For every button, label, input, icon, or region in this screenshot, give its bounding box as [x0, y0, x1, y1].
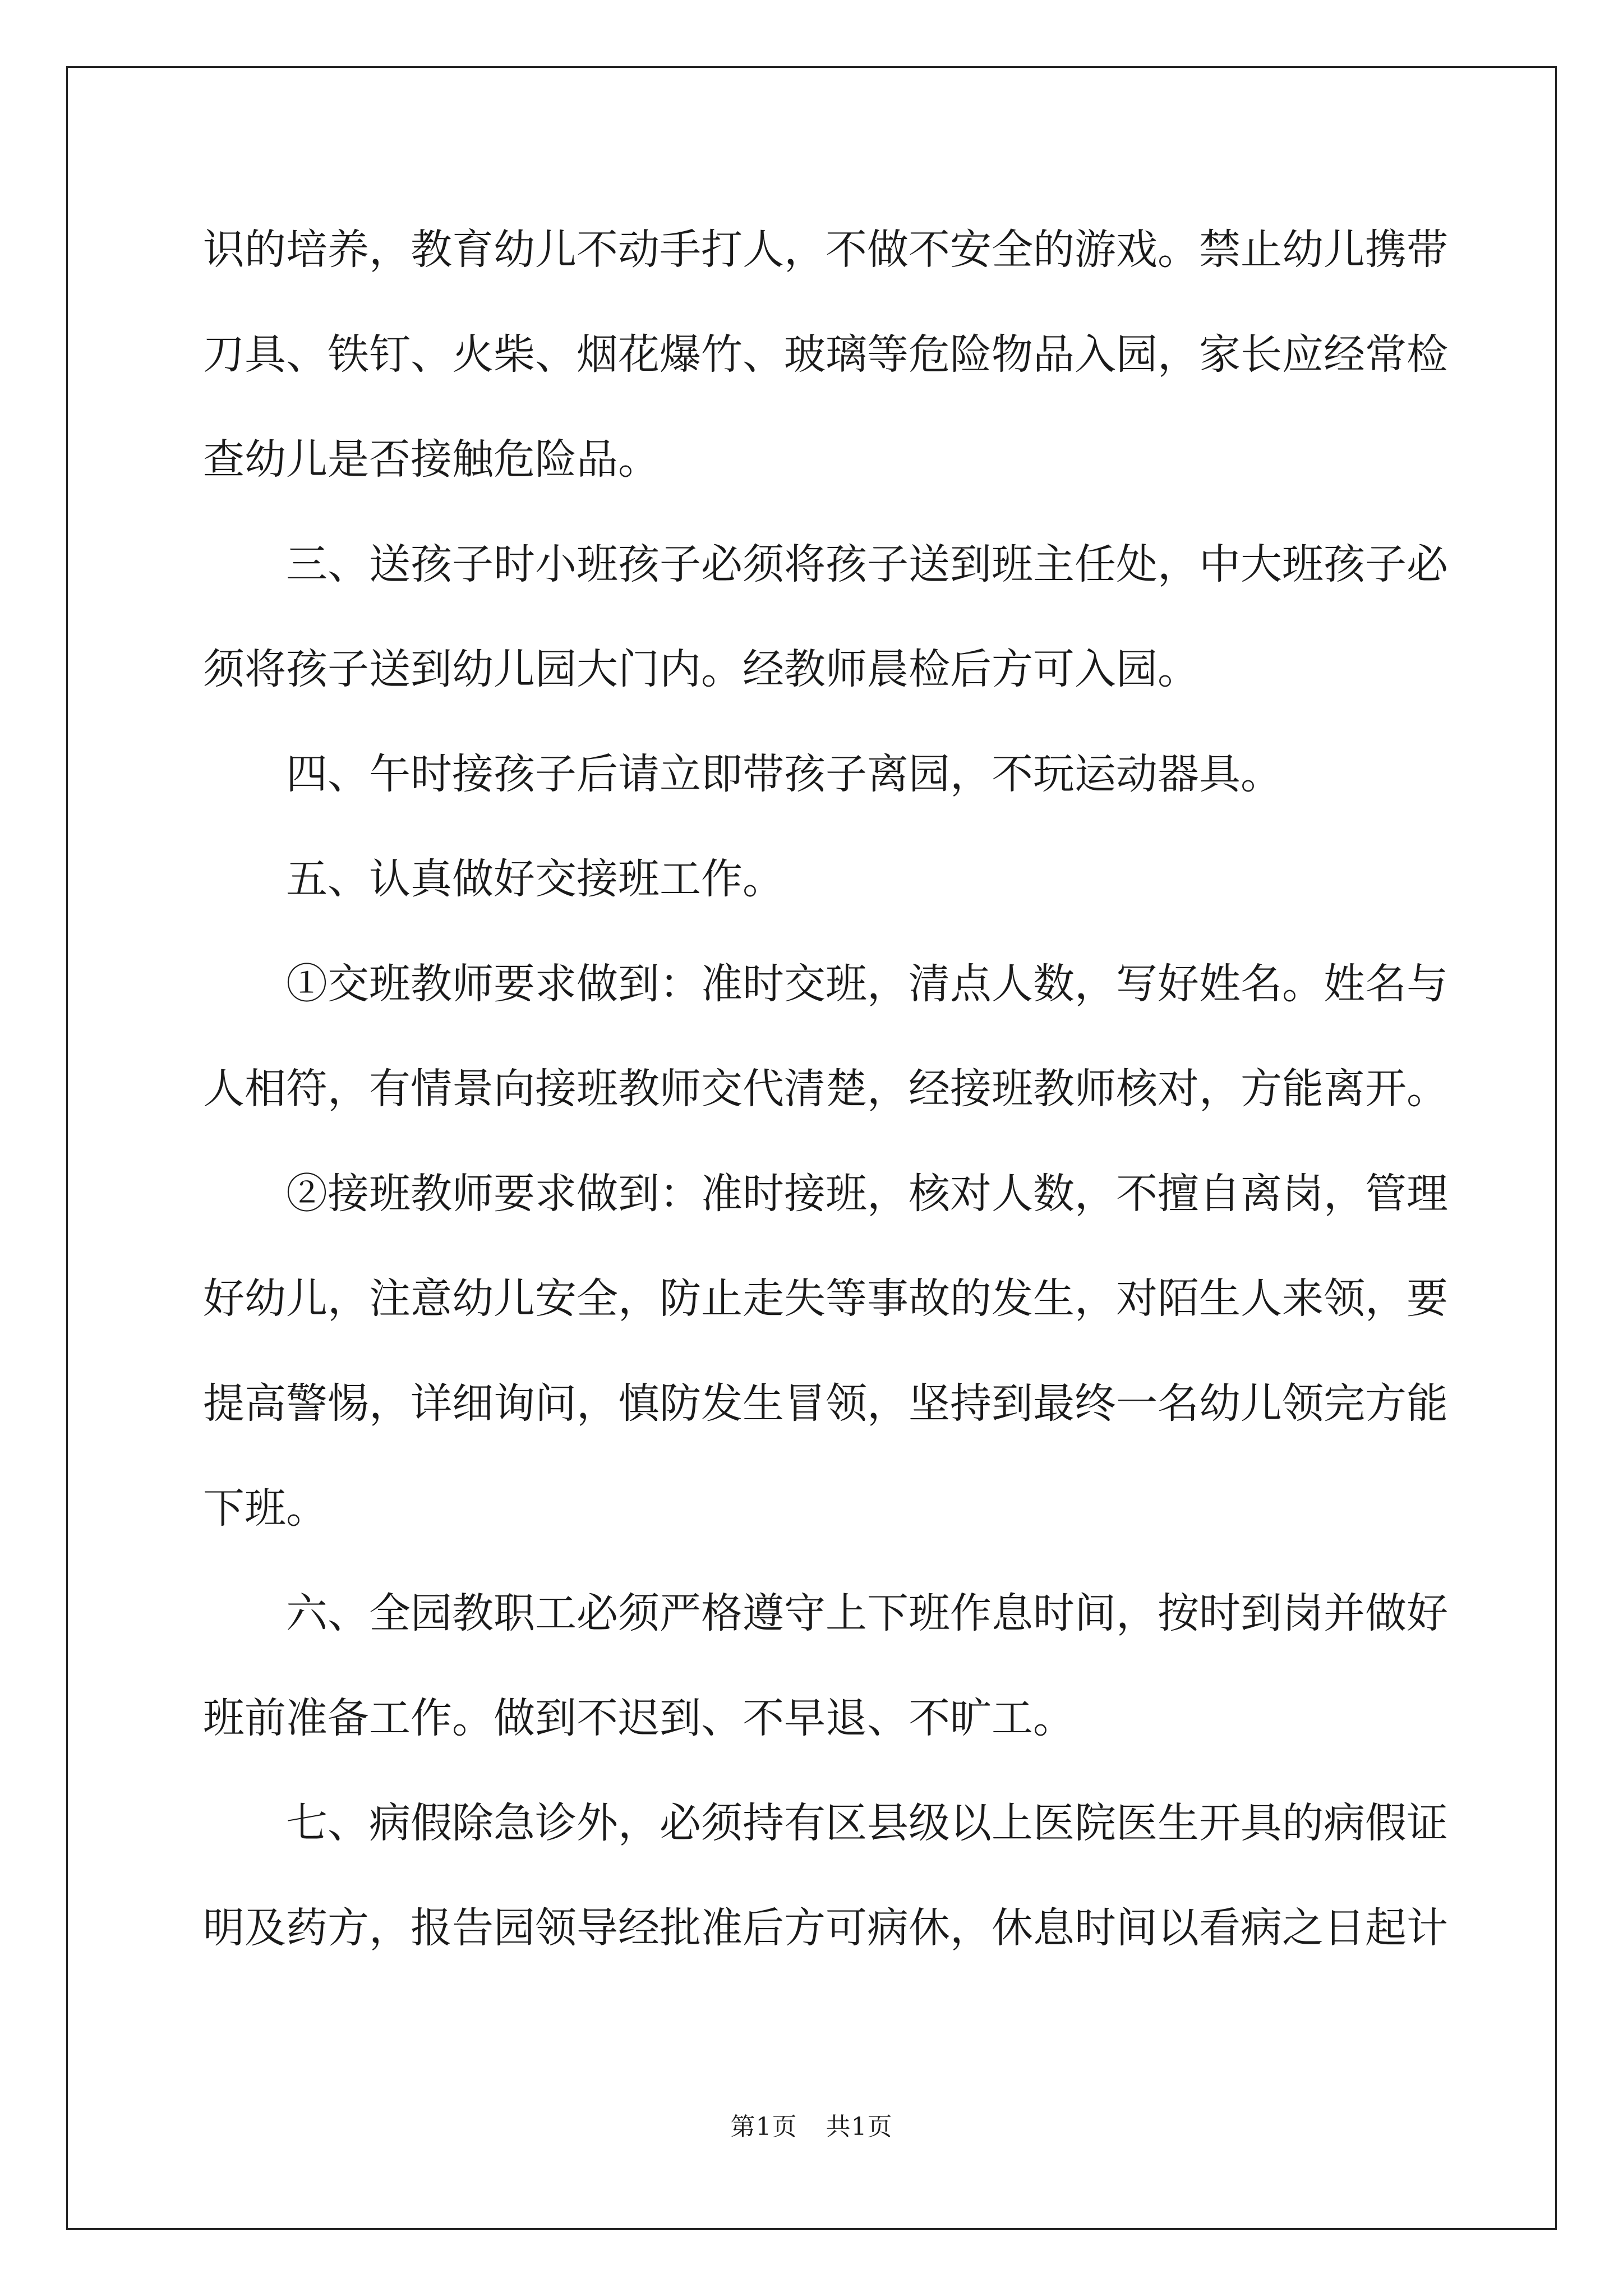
- document-body: [203, 210, 1448, 1994]
- text-line: 人相符，有情景向接班教师交代清楚，经接班教师核对，方能离开。: [203, 1065, 1448, 1113]
- text-line: 七、病假除急诊外，必须持有区县级以上医院医生开具的病假证: [286, 1799, 1448, 1847]
- text-line: 刀具、铁钉、火柴、烟花爆竹、玻璃等危险物品入园，家长应经常检: [203, 330, 1448, 379]
- text-line: 识的培养，教育幼儿不动手打人，不做不安全的游戏。禁止幼儿携带: [203, 226, 1448, 274]
- text-line: 查幼儿是否接触危险品。: [203, 435, 660, 484]
- text-line: 六、全园教职工必须严格遵守上下班作息时间，按时到岗并做好: [286, 1589, 1448, 1637]
- text-line: 明及药方，报告园领导经批准后方可病休，休息时间以看病之日起计: [203, 1904, 1448, 1952]
- text-line: ②接班教师要求做到：准时接班，核对人数，不擅自离岗，管理: [286, 1170, 1448, 1218]
- page-number: 第1页: [730, 2113, 797, 2141]
- text-line: 五、认真做好交接班工作。: [286, 855, 784, 903]
- text-line: ①交班教师要求做到：准时交班，清点人数，写好姓名。姓名与: [286, 960, 1448, 1008]
- text-line: 三、送孩子时小班孩子必须将孩子送到班主任处，中大班孩子必: [286, 540, 1448, 588]
- page-total: 共1页: [826, 2113, 893, 2141]
- text-line: 好幼儿，注意幼儿安全，防止走失等事故的发生，对陌生人来领，要: [203, 1274, 1448, 1323]
- text-line: 下班。: [203, 1484, 328, 1533]
- text-line: 提高警惕，详细询问，慎防发生冒领，坚持到最终一名幼儿领完方能: [203, 1379, 1448, 1428]
- text-line: 班前准备工作。做到不迟到、不早退、不旷工。: [203, 1694, 1075, 1742]
- text-line: 四、午时接孩子后请立即带孩子离园，不玩运动器具。: [286, 750, 1282, 798]
- page-footer: [0, 2106, 1623, 2142]
- text-line: 须将孩子送到幼儿园大门内。经教师晨检后方可入园。: [203, 645, 1199, 693]
